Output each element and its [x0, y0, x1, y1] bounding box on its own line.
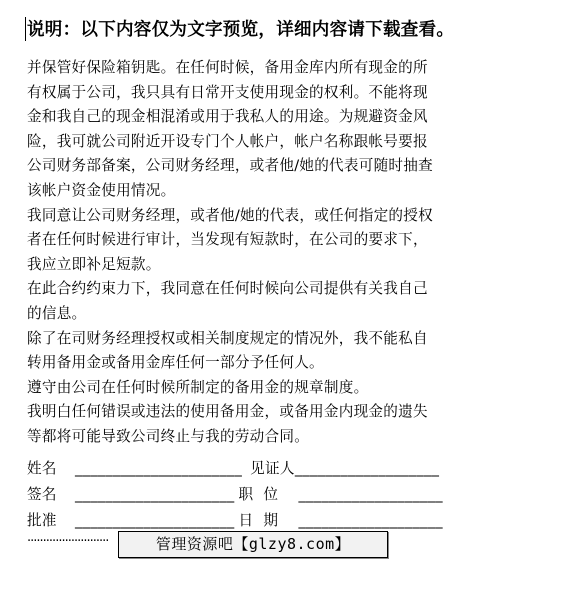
banner-bracket: 】	[334, 535, 351, 553]
document-body	[27, 56, 567, 450]
date-label: 日 期	[238, 512, 279, 529]
body-line: 遵守由公司在任何时候所制定的备用金的规章制度。	[27, 378, 369, 396]
body-line: 除了在司财务经理授权或相关制度规定的情况外，我不能私自	[27, 329, 428, 347]
body-line: 我明白任何错误或违法的使用备用金，或备用金内现金的遗失	[27, 403, 428, 421]
date-blank: ___________________	[298, 512, 443, 529]
text-cursor	[25, 17, 26, 41]
name-label: 姓名	[27, 460, 57, 477]
witness-label: 见证人	[250, 460, 295, 477]
body-line: 者在任何时候进行审计，当发现有短款时，在公司的要求下，	[27, 231, 428, 249]
signature-row-name	[27, 459, 439, 479]
preview-notice: 说明：以下内容仅为文字预览，详细内容请下载查看。	[27, 20, 455, 40]
body-line: 该帐户资金使用情况。	[27, 181, 176, 199]
dotted-leader: ··························	[27, 534, 109, 549]
witness-blank: ___________________	[294, 460, 440, 477]
banner-site: glzy8.com	[248, 535, 335, 553]
body-line: 并保管好保险箱钥匙。在任何时候，备用金库内所有现金的所	[27, 59, 428, 76]
body-line: 等都将可能导致公司终止与我的劳动合同。	[27, 427, 310, 445]
body-line: 我应立即补足短款。	[27, 255, 161, 273]
body-line: 公司财务部备案，公司财务经理，或者他/她的代表可随时抽查	[27, 157, 433, 175]
body-line: 金和我自己的现金相混淆或用于我私人的用途。为规避资金风	[27, 108, 428, 126]
approve-label: 批准	[27, 512, 57, 529]
signature-row-approve	[27, 511, 443, 531]
position-label: 职 位	[238, 486, 279, 503]
position-blank: ___________________	[298, 486, 443, 503]
signature-row-sign	[27, 485, 443, 505]
body-line: 险，我可就公司附近开设专门个人帐户，帐户名称跟帐号要报	[27, 132, 428, 150]
sign-label: 签名	[27, 486, 57, 503]
banner-text: 管理资源吧【	[155, 535, 249, 553]
body-line: 的信息。	[27, 304, 87, 322]
sign-blank: _____________________	[75, 486, 235, 503]
approve-blank: _____________________	[75, 512, 235, 529]
body-line: 转用备用金或备用金库任何一部分予任何人。	[27, 354, 324, 372]
body-line: 有权属于公司，我只具有日常开支使用现金的权利。不能将现	[27, 83, 428, 101]
body-line: 在此合约约束力下，我同意在任何时候向公司提供有关我自己	[27, 280, 428, 298]
site-banner[interactable]	[118, 531, 388, 558]
name-blank: ______________________	[75, 460, 243, 477]
body-line: 我同意让公司财务经理，或者他/她的代表，或任何指定的授权	[27, 206, 433, 224]
